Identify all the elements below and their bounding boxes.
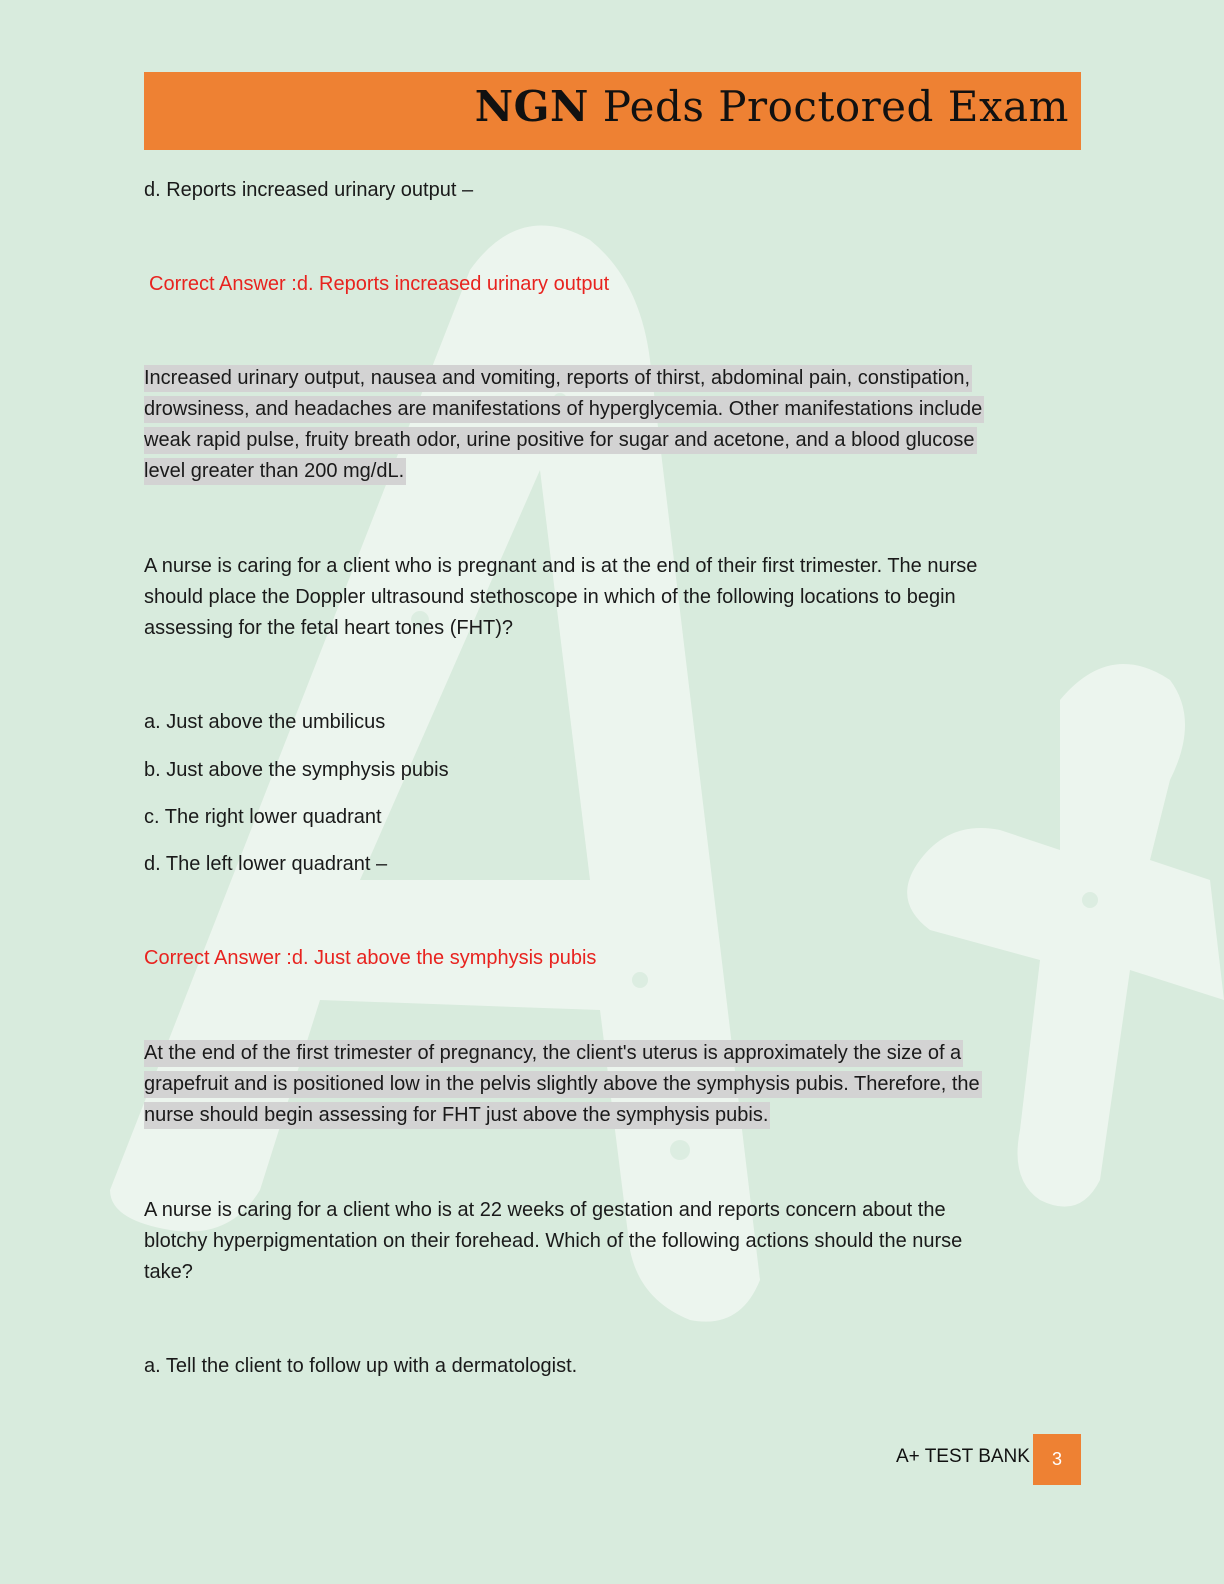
question-3-line: take? <box>144 1261 193 1283</box>
rationale-1-line: level greater than 200 mg/dL. <box>144 458 406 485</box>
rationale-1-line: drowsiness, and headaches are manifestations of hyperglycemia. Other manifestations include <box>144 396 984 423</box>
title-rest: Peds Proctored Exam <box>602 82 1069 131</box>
header-bar <box>144 72 1081 150</box>
rationale-1 <box>144 363 984 487</box>
q2-option-b: b. Just above the symphysis pubis <box>144 759 449 781</box>
rationale-2-line: nurse should begin assessing for FHT just above the symphysis pubis. <box>144 1102 770 1129</box>
q2-option-c: c. The right lower quadrant <box>144 806 382 828</box>
q2-option-a: a. Just above the umbilicus <box>144 711 386 733</box>
rationale-2-line: At the end of the first trimester of pregnancy, the client's uterus is approximately the size of a <box>144 1040 963 1067</box>
page-title <box>475 82 1069 131</box>
correct-answer-1: Correct Answer :d. Reports increased urinary output <box>149 273 610 295</box>
question-2 <box>144 551 977 644</box>
prev-option-d: d. Reports increased urinary output – <box>144 179 474 201</box>
q2-option-d: d. The left lower quadrant – <box>144 853 388 875</box>
q3-option-a: a. Tell the client to follow up with a dermatologist. <box>144 1355 578 1377</box>
footer-label: A+ TEST BANK <box>896 1446 1030 1467</box>
question-2-line: A nurse is caring for a client who is pregnant and is at the end of their first trimester. The nurse <box>144 555 978 577</box>
question-3-line: A nurse is caring for a client who is at 22 weeks of gestation and reports concern about the <box>144 1199 946 1221</box>
question-3-line: blotchy hyperpigmentation on their forehead. Which of the following actions should the nurse <box>144 1230 963 1252</box>
rationale-2-line: grapefruit and is positioned low in the pelvis slightly above the symphysis pubis. Therefore, the <box>144 1071 982 1098</box>
question-2-line: should place the Doppler ultrasound stethoscope in which of the following locations to begin <box>144 586 956 608</box>
correct-answer-2: Correct Answer :d. Just above the symphysis pubis <box>144 947 597 969</box>
title-bold: NGN <box>474 82 589 131</box>
question-3 <box>144 1195 962 1288</box>
rationale-2 <box>144 1038 982 1131</box>
question-2-line: assessing for the fetal heart tones (FHT)? <box>144 617 514 639</box>
rationale-1-line: Increased urinary output, nausea and vomiting, reports of thirst, abdominal pain, constipation, <box>144 365 972 392</box>
page-number: 3 <box>1033 1434 1081 1485</box>
rationale-1-line: weak rapid pulse, fruity breath odor, urine positive for sugar and acetone, and a blood glucose <box>144 427 977 454</box>
